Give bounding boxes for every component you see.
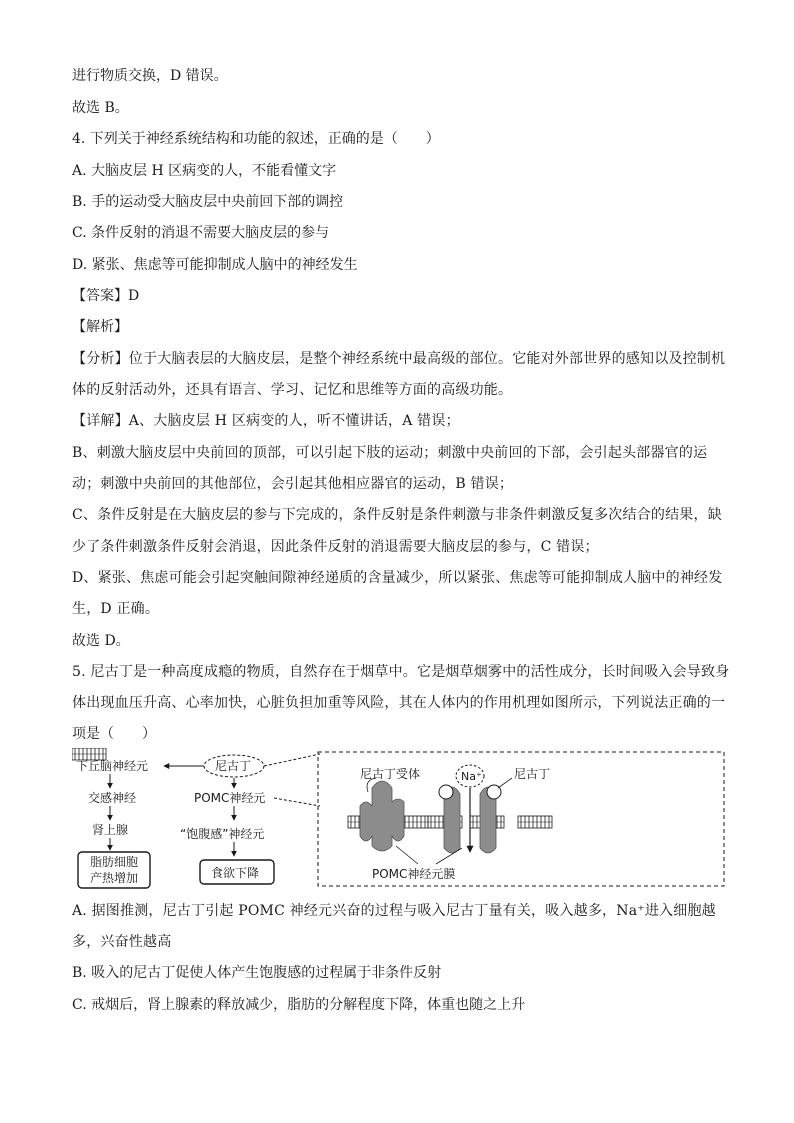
nicotine-receptor-closed	[360, 781, 404, 851]
question-5-option-c: C. 戒烟后，肾上腺素的释放减少，脂肪的分解程度下降，体重也随之上升	[72, 997, 526, 1013]
question-4-stem: 4. 下列关于神经系统结构和功能的叙述，正确的是（ ）	[72, 131, 440, 147]
text-line: 进行物质交换，D 错误。	[72, 68, 228, 84]
question-4-option-c: C. 条件反射的消退不需要大脑皮层的参与	[72, 225, 330, 241]
question-4-option-a: A. 大脑皮层 H 区病变的人，不能看懂文字	[72, 163, 337, 179]
question-4-detail-d: 生，D 正确。	[72, 601, 160, 617]
question-4-option-b: B. 手的运动受大脑皮层中央前回下部的调控	[72, 194, 344, 210]
text-line: 故选 B。	[72, 100, 129, 116]
pomc-membrane-label: POMC神经元膜	[372, 867, 456, 881]
question-5-option-a: A. 据图推测，尼古丁引起 POMC 神经元兴奋的过程与吸入尼古丁量有关，吸入越多，Na⁺进入细胞越	[72, 903, 716, 919]
question-4-detail-c: 少了条件刺激条件反射会消退，因此条件反射的消退需要大脑皮层的参与，C 错误；	[72, 539, 599, 555]
question-4-detail-a: 【详解】A、大脑皮层 H 区病变的人，听不懂讲话，A 错误；	[72, 413, 460, 429]
question-4-answer: 【答案】D	[72, 288, 140, 304]
appetite-decrease-label: 食欲下降	[211, 866, 260, 880]
satiety-neuron-label: “饱腹感”神经元	[180, 827, 265, 841]
question-5-option-b: B. 吸入的尼古丁促使人体产生饱腹感的过程属于非条件反射	[72, 965, 442, 981]
question-4-analysis: 体的反射活动外，还具有语言、学习、记忆和思维等方面的高级功能。	[72, 382, 513, 398]
question-5-stem: 项是（ ）	[72, 726, 156, 742]
question-4-option-d: D. 紧张、焦虑等可能抑制成人脑中的神经发生	[72, 257, 358, 273]
nicotine-oval-label: 尼古丁	[215, 759, 252, 773]
question-4-jiexi: 【解析】	[72, 319, 128, 335]
nicotine-receptor-label: 尼古丁受体	[360, 767, 421, 781]
question-4-detail-d: D、紧张、焦虑可能会引起突触间隙神经递质的含量减少，所以紧张、焦虑等可能抑制成人脑中的神经发	[72, 570, 723, 586]
question-4-final: 故选 D。	[72, 633, 130, 649]
nicotine-label: 尼古丁	[514, 767, 551, 781]
fat-cell-label: 脂肪细胞	[90, 855, 139, 869]
adrenal-gland-label: 肾上腺	[92, 823, 129, 837]
zoom-line	[264, 754, 320, 766]
heat-production-label: 产热增加	[90, 871, 139, 885]
question-5-stem: 体出现血压升高、心率加快，心脏负担加重等风险，其在人体内的作用机理如图所示，下列说法正确的一	[72, 695, 726, 711]
hypothalamus-neuron-label: 下丘脑神经元	[76, 759, 149, 773]
sodium-ion-label: Na⁺	[461, 770, 482, 783]
nicotine-mechanism-diagram	[72, 748, 732, 890]
question-4-detail-b: B、刺激大脑皮层中央前回的顶部，可以引起下肢的运动；刺激中央前回的下部，会引起头部器官的运	[72, 445, 708, 461]
question-4-detail-b: 动；刺激中央前回的其他部位，会引起其他相应器官的运动，B 错误；	[72, 476, 514, 492]
nicotine-label-leader	[498, 778, 512, 788]
pomc-neuron-label: POMC神经元	[194, 791, 266, 805]
question-4-analysis: 【分析】位于大脑表层的大脑皮层，是整个神经系统中最高级的部位。它能对外部世界的感知以及控制机	[72, 351, 726, 367]
question-4-detail-c: C、条件反射是在大脑皮层的参与下完成的，条件反射是条件刺激与非条件刺激反复多次结合的结果，缺	[72, 507, 722, 523]
zoom-line	[274, 798, 320, 806]
membrane-label-leader	[396, 846, 418, 864]
question-5-option-a: 多，兴奋性越高	[72, 934, 172, 950]
bound-nicotine-left	[439, 785, 453, 799]
sympathetic-nerve-label: 交感神经	[88, 791, 137, 805]
question-5-stem: 5. 尼古丁是一种高度成瘾的物质，自然存在于烟草中。它是烟草烟雾中的活性成分，长时间吸入会导致身	[72, 664, 730, 680]
